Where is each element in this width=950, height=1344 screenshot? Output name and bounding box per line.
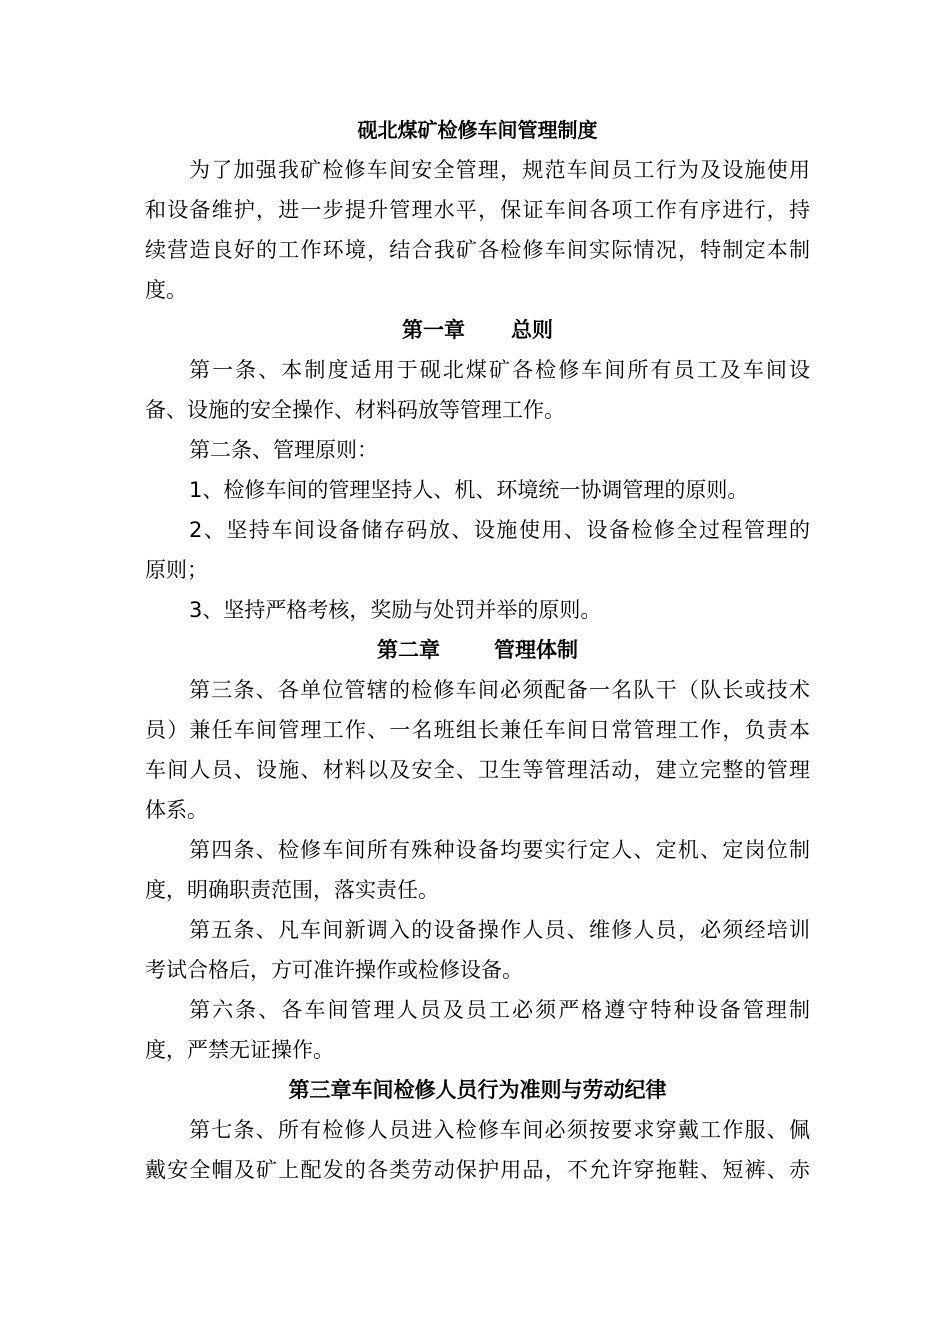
chapter-name: 管理体制 bbox=[494, 638, 578, 662]
paragraph-line: 第一条、本制度适用于砚北煤矿各检修车间所有员工及车间设 bbox=[189, 358, 810, 382]
paragraph-line: 度。 bbox=[145, 278, 187, 302]
paragraph-line: 体系。 bbox=[145, 798, 208, 822]
document-title: 砚北煤矿检修车间管理制度 bbox=[357, 118, 598, 142]
paragraph-line: 度，严禁无证操作。 bbox=[145, 1038, 334, 1062]
chapter-number: 第二章 bbox=[377, 638, 440, 662]
paragraph-line: 1、检修车间的管理坚持人、机、环境统一协调管理的原则。 bbox=[189, 478, 749, 502]
paragraph-line: 第五条、凡车间新调入的设备操作人员、维修人员，必须经培训 bbox=[189, 918, 810, 942]
paragraph-line: 备、设施的安全操作、材料码放等管理工作。 bbox=[145, 398, 565, 422]
chapter-heading bbox=[145, 630, 810, 670]
paragraph-line: 第三条、各单位管辖的检修车间必须配备一名队干（队长或技术 bbox=[189, 678, 810, 702]
paragraph-line: 员）兼任车间管理工作、一名班组长兼任车间日常管理工作，负责本 bbox=[145, 718, 810, 742]
paragraph-line: 续营造良好的工作环境，结合我矿各检修车间实际情况，特制定本制 bbox=[145, 238, 810, 262]
paragraph-line: 和设备维护，进一步提升管理水平，保证车间各项工作有序进行，持 bbox=[145, 198, 810, 222]
paragraph-line: 第二条、管理原则： bbox=[189, 438, 378, 462]
paragraph-line: 第六条、各车间管理人员及员工必须严格遵守特种设备管理制 bbox=[189, 998, 810, 1022]
paragraph-line: 第四条、检修车间所有殊种设备均要实行定人、定机、定岗位制 bbox=[189, 838, 810, 862]
paragraph-line: 为了加强我矿检修车间安全管理，规范车间员工行为及设施使用 bbox=[189, 158, 810, 182]
chapter-number: 第一章 bbox=[402, 318, 465, 342]
paragraph-line: 3、坚持严格考核，奖励与处罚并举的原则。 bbox=[189, 598, 602, 622]
paragraph-line: 考试合格后，方可准许操作或检修设备。 bbox=[145, 958, 523, 982]
paragraph-line: 原则； bbox=[145, 558, 208, 582]
document-page bbox=[145, 110, 810, 1190]
paragraph-line: 第七条、所有检修人员进入检修车间必须按要求穿戴工作服、佩 bbox=[189, 1118, 810, 1142]
paragraph-line: 戴安全帽及矿上配发的各类劳动保护用品，不允许穿拖鞋、短裤、赤 bbox=[145, 1158, 810, 1182]
chapter-heading: 第三章车间检修人员行为准则与劳动纪律 bbox=[288, 1078, 667, 1102]
paragraph-line: 车间人员、设施、材料以及安全、卫生等管理活动，建立完整的管理 bbox=[145, 758, 810, 782]
paragraph-line: 2、坚持车间设备储存码放、设施使用、设备检修全过程管理的 bbox=[189, 518, 810, 542]
paragraph-line: 度，明确职责范围，落实责任。 bbox=[145, 878, 439, 902]
chapter-heading bbox=[145, 310, 810, 350]
chapter-name: 总则 bbox=[511, 318, 553, 342]
